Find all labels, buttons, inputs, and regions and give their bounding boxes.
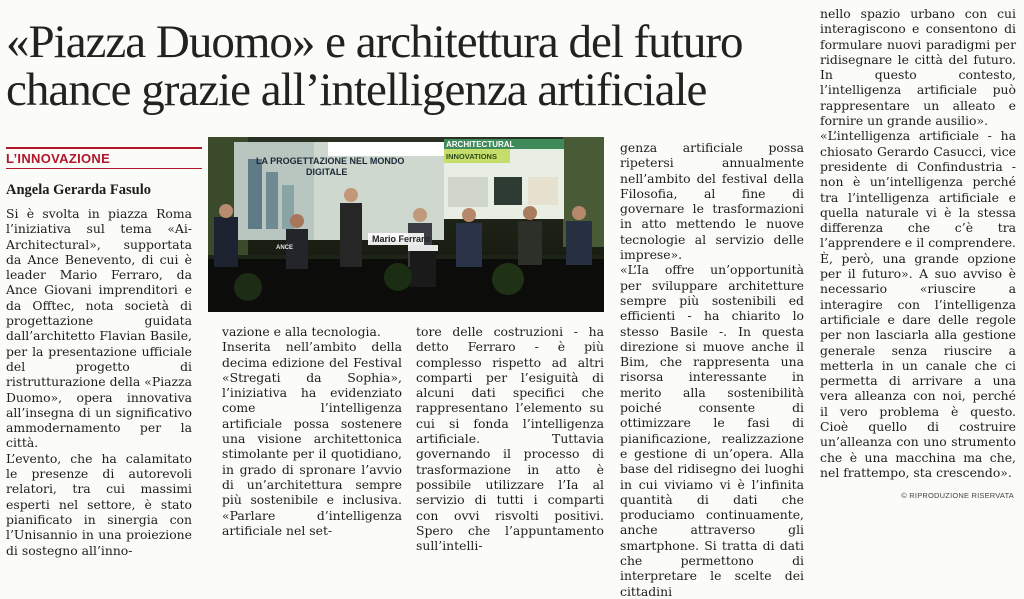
article-column-3: [416, 324, 604, 553]
headline-line-1: «Piazza Duomo» e architettura del futuro: [6, 16, 743, 68]
paragraph: «L’intelligenza artificiale - ha chiosato Gerardo Casucci, vice presidente di Confindustria - non è un’intelligenza perché tra l’intelligenza artificiale e quella naturale vi è la stessa differenza che c’è tra l’apprendere e il comprendere. È, però, una grande opzione per il futuro». A suo avviso è necessario «riuscire a interagire con l’intelligenza artificiale e dare delle regole per non lasciarla alla gestione generale senza riuscire a metterla in un canale che ci permetta di arrivare a una vera alleanza con noi, perché il vero problema è questo. Cioè quello di costruire un’alleanza con uno strumento che è una macchina ma che, nel frattempo, sta crescendo».: [820, 128, 1016, 480]
photo-banner-left-2: DIGITALE: [306, 167, 348, 177]
article-column-2: [222, 324, 402, 538]
article-column-1: [6, 206, 192, 558]
article-column-5: [820, 6, 1016, 480]
copyright-credit: © RIPRODUZIONE RISERVATA: [901, 491, 1014, 500]
photo-banner-right-2: INNOVATIONS: [446, 152, 497, 161]
byline: Angela Gerarda Fasulo: [6, 182, 151, 198]
paragraph: tore delle costruzioni - ha detto Ferraro - è più complesso rispetto ad altri comparti per l’esiguità di alcuni dati specifici che rappresentano l’elemento su cui si fonda l’intelligenza artificiale. Tuttavia governando il processo di trasformazione in atto è possibile utilizzare l’Ia al servizio di tutti i comparti con ovvi risvolti positivi. Spero che l’appuntamento sull’intelli-: [416, 324, 604, 554]
section-kicker: L’INNOVAZIONE: [6, 147, 202, 169]
paragraph: genza artificiale possa ripetersi annualmente nell’ambito del festival della Filosofia, al fine di governare le trasformazioni in atto mettendo le nuove tecnologie al servizio delle imprese».: [620, 140, 804, 263]
headline: [6, 18, 806, 114]
event-photo: [208, 137, 604, 312]
article-column-4: [620, 140, 804, 599]
photo-banner-left-1: LA PROGETTAZIONE NEL MONDO: [256, 156, 405, 166]
paragraph: Inserita nell’ambito della decima edizione del Festival «Stregati da Sophia», l’iniziativa ha evidenziato come l’intelligenza artificiale possa sostenere una visione architettonica stimolante per il quotidiano, in grado di spronare l’avvio di un’architettura sempre più sostenibile e inclusiva. «Parlare d’intelligenza artificiale nel set-: [222, 339, 402, 538]
paragraph: Si è svolta in piazza Roma l’iniziativa sul tema «Ai-Architectural», supportata da Ance Benevento, di cui è leader Mario Ferraro, da Ance Giovani imprenditori e da Offtec, nota società di progettazione guidata dall’architetto Flavian Basile, per la presentazione ufficiale del progetto di ristrutturazione della «Piazza Duomo», opera innovativa all’insegna di un significativo ammodernamento per la città.: [6, 206, 192, 451]
photo-speaker-plate: Mario Ferraro: [372, 234, 431, 244]
photo-ance-logo: ANCE: [276, 245, 294, 251]
photo-banner-right: ARCHITECTURAL: [446, 140, 515, 149]
event-photo-illustration: [208, 137, 604, 312]
headline-line-2: chance grazie all’intelligenza artificiale: [6, 64, 707, 116]
paragraph: nello spazio urbano con cui interagiscono e consentono di formulare nuovi paradigmi per ridisegnare le città del futuro. In questo contesto, l’intelligenza artificiale può rappresentare un alleato e fornire un grande ausilio».: [820, 6, 1016, 129]
paragraph: vazione e alla tecnologia.: [222, 324, 381, 339]
paragraph: «L’Ia offre un’opportunità per sviluppare architetture sempre più sostenibili ed efficienti - ha chiarito lo stesso Basile -. In questa direzione si muove anche il Bim, che rappresenta una risorsa interessante in merito alla sostenibilità poiché consente di ottimizzare le fasi di pianificazione, realizzazione e gestione di un’opera. Alla base del ridisegno dei luoghi in cui viviamo vi è l’infinita quantità di dati che produciamo continuamente, anche attraverso gli smartphone. Si tratta di dati che permettono di interpretare le scelte dei cittadini: [620, 262, 804, 599]
paragraph: L’evento, che ha calamitato le presenze di autorevoli relatori, tra cui massimi esperti nel settore, è stato pianificato in sinergia con l’Unisannio in una proiezione di sostegno all’inno-: [6, 450, 192, 558]
